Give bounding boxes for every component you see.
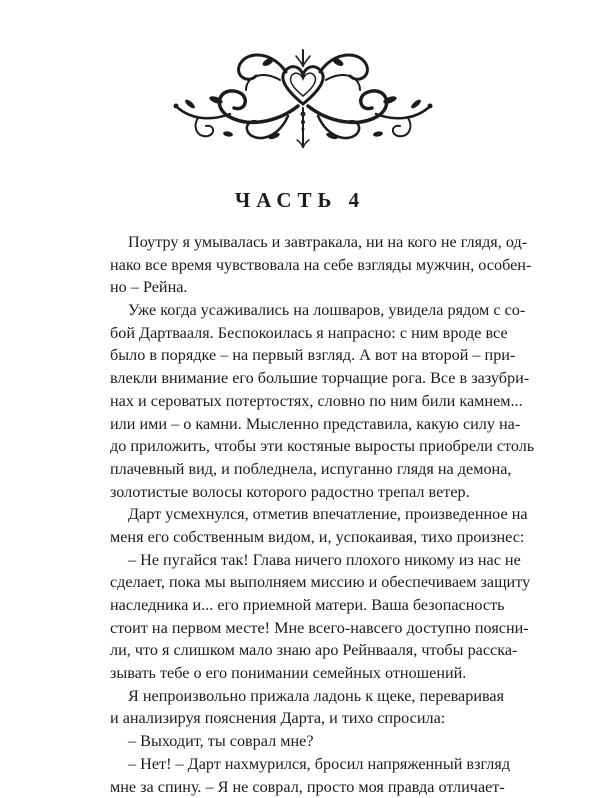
text-line: Поутру я умывалась и завтракала, ни на кого не глядя, од-	[110, 231, 502, 254]
text-line: бой Дартвааля. Беспокоилась я напрасно: с ним вроде все	[110, 322, 502, 345]
text-line: наследника и... его приемной матери. Ваша безопасность	[110, 594, 502, 617]
text-line: мне за спину. – Я не соврал, просто моя правда отличает-	[110, 776, 502, 798]
text-line: ли, что я слишком мало знаю аро Рейнвааля, чтобы расска-	[110, 639, 502, 662]
text-line: но – Рейна.	[110, 276, 502, 299]
text-line: – Нет! – Дарт нахмурился, бросил напряженный взгляд	[110, 753, 502, 776]
text-line: нах и сероватых потертостях, словно по ним били камнем...	[110, 390, 502, 413]
text-line: и анализируя пояснения Дарта, и тихо спросила:	[110, 707, 502, 730]
heart-flourish-ornament-icon	[168, 42, 438, 154]
text-line: – Выходит, ты соврал мне?	[110, 730, 502, 753]
text-line: зывать тебе о его понимании семейных отношений.	[110, 662, 502, 685]
text-line: плачевный вид, и побледнела, испуганно глядя на демона,	[110, 458, 502, 481]
text-line: было в порядке – на первый взгляд. А вот на второй – при-	[110, 344, 502, 367]
text-line: стоит на первом месте! Мне всего-навсего доступно поясни-	[110, 617, 502, 640]
text-line: или ими – о камни. Мысленно представила, какую силу на-	[110, 413, 502, 436]
text-line: меня его собственным видом, и, успокаивая, тихо произнес:	[110, 526, 502, 549]
text-line: сделает, пока мы выполняем миссию и обеспечиваем защиту	[110, 571, 502, 594]
text-line: до приложить, чтобы эти костяные выросты приобрели столь	[110, 435, 502, 458]
body-text	[110, 231, 502, 798]
text-line: влекли внимание его большие торчащие рога. Все в зазубри-	[110, 367, 502, 390]
text-line: Я непроизвольно прижала ладонь к щеке, переваривая	[110, 685, 502, 708]
text-line: – Не пугайся так! Глава ничего плохого никому из нас не	[110, 549, 502, 572]
text-line: Уже когда усаживались на лошваров, увидела рядом с со-	[110, 299, 502, 322]
text-line: золотистые волосы которого радостно трепал ветер.	[110, 481, 502, 504]
chapter-title: ЧАСТЬ 4	[0, 188, 600, 213]
text-line: нако все время чувствовала на себе взгляды мужчин, особен-	[110, 254, 502, 277]
text-line: Дарт усмехнулся, отметив впечатление, произведенное на	[110, 503, 502, 526]
